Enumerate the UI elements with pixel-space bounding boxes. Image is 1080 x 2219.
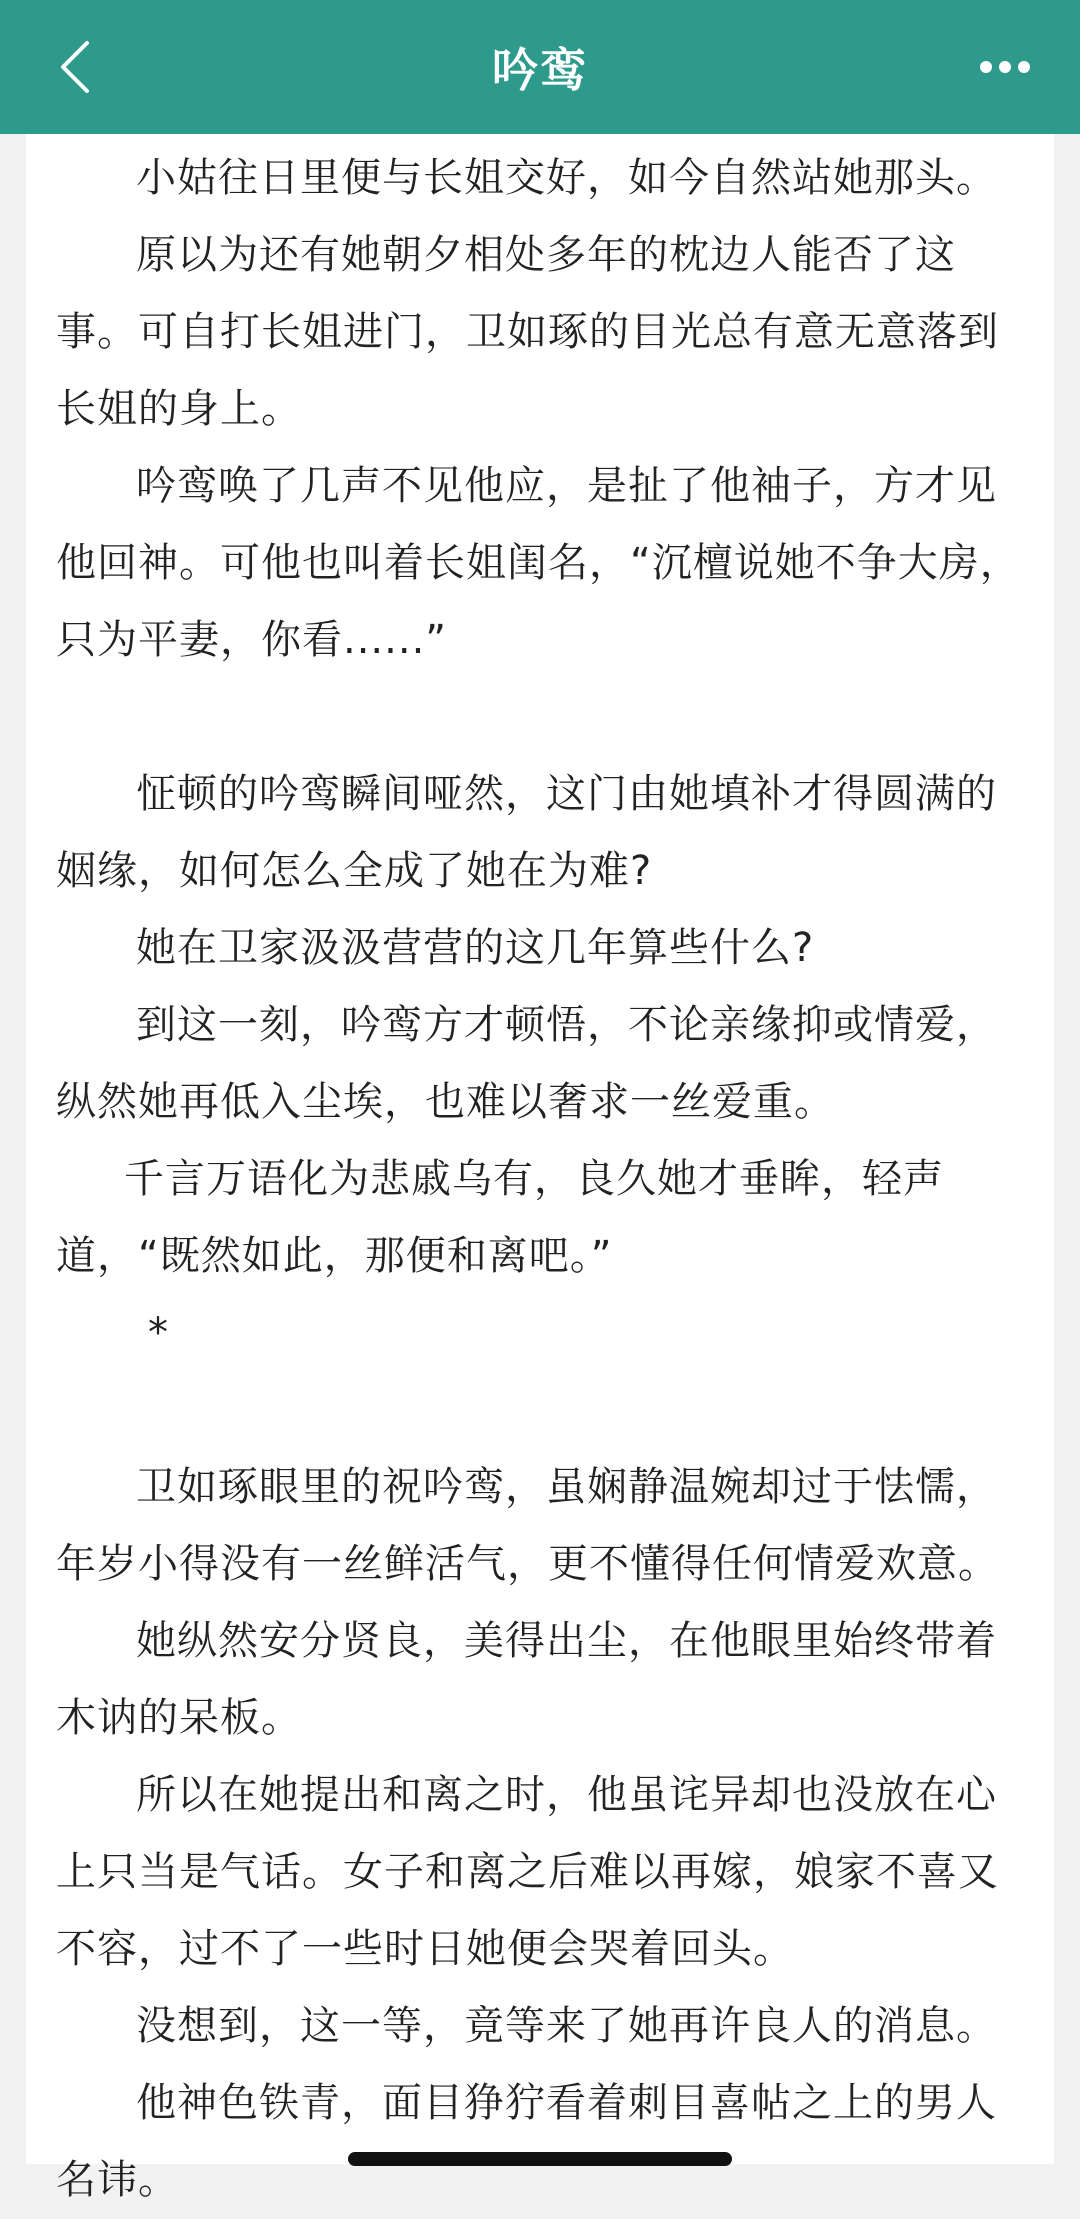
spacer bbox=[56, 679, 1024, 756]
more-button[interactable] bbox=[960, 22, 1050, 112]
paragraph: 吟鸾唤了几声不见他应，是扯了他袖子，方才见他回神。可他也叫着长姐闺名，“沉檀说她不争大房，只为平妻，你看......” bbox=[56, 463, 1021, 663]
paragraph: 小姑往日里便与长姐交好，如今自然站她那头。 bbox=[136, 155, 997, 201]
paragraph: 千言万语化为悲戚乌有，良久她才垂眸，轻声道，“既然如此，那便和离吧。” bbox=[56, 1156, 944, 1279]
reading-page[interactable] bbox=[26, 134, 1054, 2203]
section-separator: * bbox=[148, 1310, 169, 1356]
paragraph: 原以为还有她朝夕相处多年的枕边人能否了这事。可自打长姐进门，卫如琢的目光总有意无意落到长姐的身上。 bbox=[56, 232, 999, 432]
back-button[interactable] bbox=[30, 22, 120, 112]
page-title: 吟鸾 bbox=[492, 43, 588, 97]
more-dots-icon bbox=[978, 59, 1032, 75]
paragraph: 他神色铁青，面目狰狞看着刺目喜帖之上的男人名讳。 bbox=[56, 2080, 997, 2203]
paragraph: 她纵然安分贤良，美得出尘，在他眼里始终带着木讷的呆板。 bbox=[56, 1618, 997, 1741]
paragraph: 怔顿的吟鸾瞬间哑然，这门由她填补才得圆满的姻缘，如何怎么全成了她在为难? bbox=[56, 771, 997, 894]
top-app-bar bbox=[0, 0, 1080, 134]
paragraph: 所以在她提出和离之时，他虽诧异却也没放在心上只当是气话。女子和离之后难以再嫁，娘家不喜又不容，过不了一些时日她便会哭着回头。 bbox=[56, 1772, 999, 1972]
article-body bbox=[26, 134, 1054, 2219]
paragraph: 卫如琢眼里的祝吟鸾，虽娴静温婉却过于怯懦，年岁小得没有一丝鲜活气，更不懂得任何情爱欢意。 bbox=[56, 1464, 999, 1587]
spacer bbox=[56, 1372, 1024, 1449]
paragraph: 到这一刻，吟鸾方才顿悟，不论亲缘抑或情爱，纵然她再低入尘埃，也难以奢求一丝爱重。 bbox=[56, 1002, 997, 1125]
paragraph: 没想到，这一等，竟等来了她再许良人的消息。 bbox=[136, 2003, 997, 2049]
chevron-left-icon bbox=[53, 37, 97, 97]
home-indicator[interactable] bbox=[348, 2152, 732, 2166]
paragraph: 她在卫家汲汲营营的这几年算些什么? bbox=[136, 925, 815, 971]
